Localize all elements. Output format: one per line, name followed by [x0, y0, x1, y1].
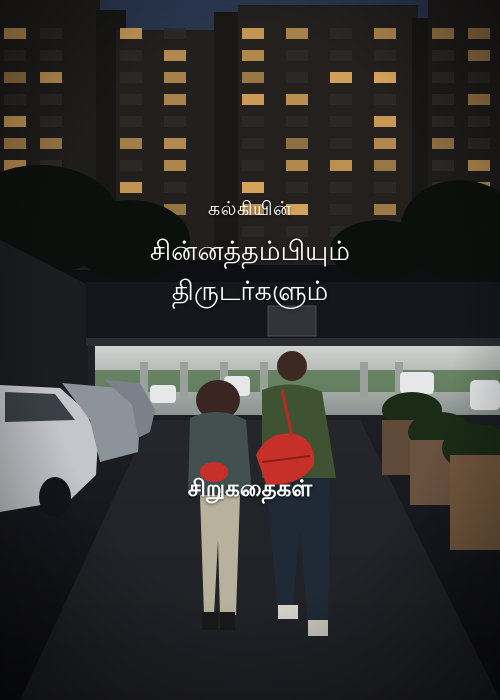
book-subtitle: சிறுகதைகள்: [187, 476, 313, 502]
author-name: கல்கியின்: [208, 198, 292, 220]
book-title-line2: திருடர்களும்: [171, 276, 329, 307]
book-title-line1: சின்னத்தம்பியும்: [150, 236, 350, 267]
